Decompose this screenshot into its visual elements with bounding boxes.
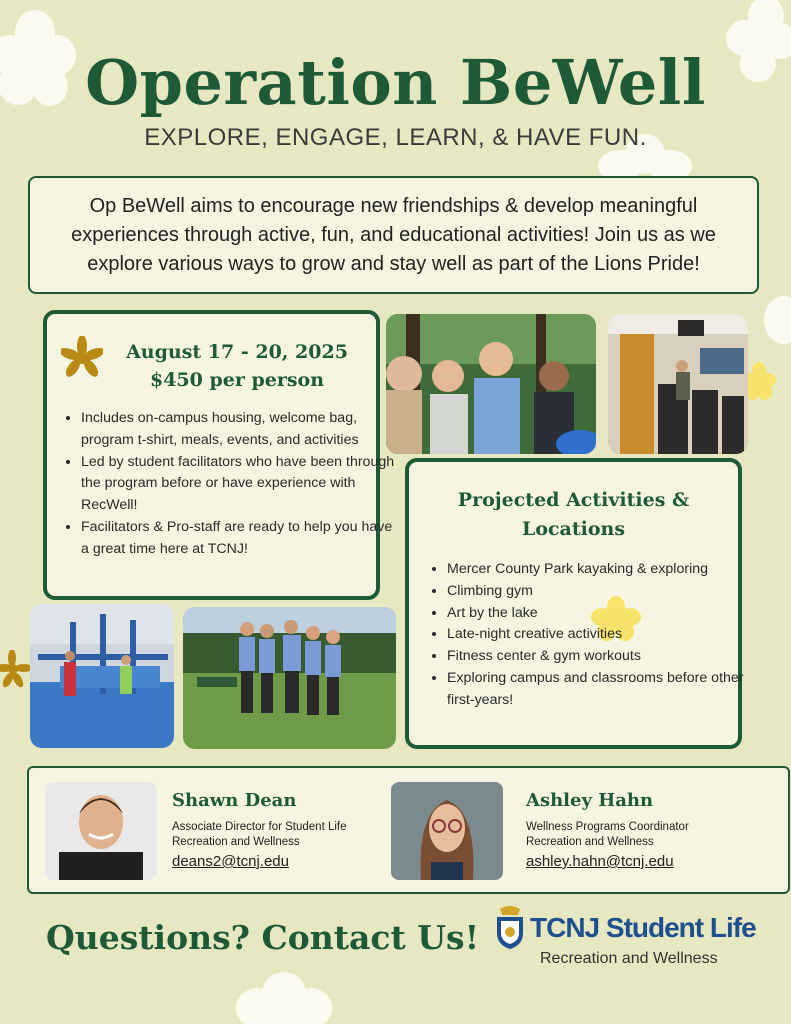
contact-role-line2: Recreation and Wellness xyxy=(172,836,300,848)
avatar xyxy=(391,782,503,880)
brand-subtitle: Recreation and Wellness xyxy=(540,950,718,967)
program-dates: August 17 - 20, 2025 xyxy=(126,341,348,363)
contact-role-line2: Recreation and Wellness xyxy=(526,836,654,848)
contact-email-link[interactable]: ashley.hahn@tcnj.edu xyxy=(526,853,674,870)
program-details-card xyxy=(43,310,395,600)
contacts-box xyxy=(27,766,790,894)
list-item: • Includes on-campus housing, welcome bag, program t-shirt, meals, events, and activities xyxy=(81,408,399,452)
intro-text: Op BeWell aims to encourage new friendships & develop meaningful experiences through active, fun, and educational activities! Join us as we explore various ways to grow and stay well as part of the Lions Pride! xyxy=(71,194,716,275)
mustard-flower-icon xyxy=(0,650,34,690)
outdoor-obstacle-photo xyxy=(30,604,174,748)
decorative-flower-icon xyxy=(228,972,338,1024)
page-title: Operation BeWell xyxy=(85,46,706,119)
list-item: • Late-night creative activities xyxy=(447,624,747,646)
list-item: • Fitness center & gym workouts xyxy=(447,646,747,668)
intro-box xyxy=(28,176,759,294)
contact-role-line1: Wellness Programs Coordinator xyxy=(526,821,689,833)
group-photo-field xyxy=(183,607,396,749)
list-item: • Mercer County Park kayaking & exploring xyxy=(447,559,747,581)
list-item: • Climbing gym xyxy=(447,581,747,603)
brand-logo-text: TCNJ Student Life xyxy=(530,912,756,943)
tcnj-lion-crest-icon xyxy=(494,905,526,949)
list-item: • Led by student facilitators who have been through the program before or have experience with RecWell! xyxy=(81,452,399,517)
contact-role xyxy=(172,820,347,850)
contact-role-line1: Associate Director for Student Life xyxy=(172,821,347,833)
contact-role xyxy=(526,820,689,850)
contact-name: Shawn Dean xyxy=(172,790,297,811)
details-list xyxy=(59,408,399,561)
activities-card xyxy=(405,458,742,749)
contact-name: Ashley Hahn xyxy=(526,790,654,811)
group-photo-forest xyxy=(386,314,596,454)
activities-heading-line2: Locations xyxy=(521,518,626,540)
activities-list xyxy=(423,559,747,712)
contact-cta-heading: Questions? Contact Us! xyxy=(46,918,480,957)
mustard-flower-icon xyxy=(61,336,103,380)
decorative-flower-icon xyxy=(760,290,791,350)
activities-heading-line1: Projected Activities & xyxy=(457,489,690,511)
list-item: • Exploring campus and classrooms before other first-years! xyxy=(447,668,747,712)
program-price: $450 per person xyxy=(149,369,325,391)
list-item: • Facilitators & Pro-staff are ready to help you have a great time here at TCNJ! xyxy=(81,517,399,561)
avatar xyxy=(45,782,157,880)
page-tagline: EXPLORE, ENGAGE, LEARN, & HAVE FUN. xyxy=(144,124,647,151)
contact-email-link[interactable]: deans2@tcnj.edu xyxy=(172,853,289,870)
gym-photo xyxy=(608,314,748,454)
list-item: • Art by the lake xyxy=(447,603,747,625)
